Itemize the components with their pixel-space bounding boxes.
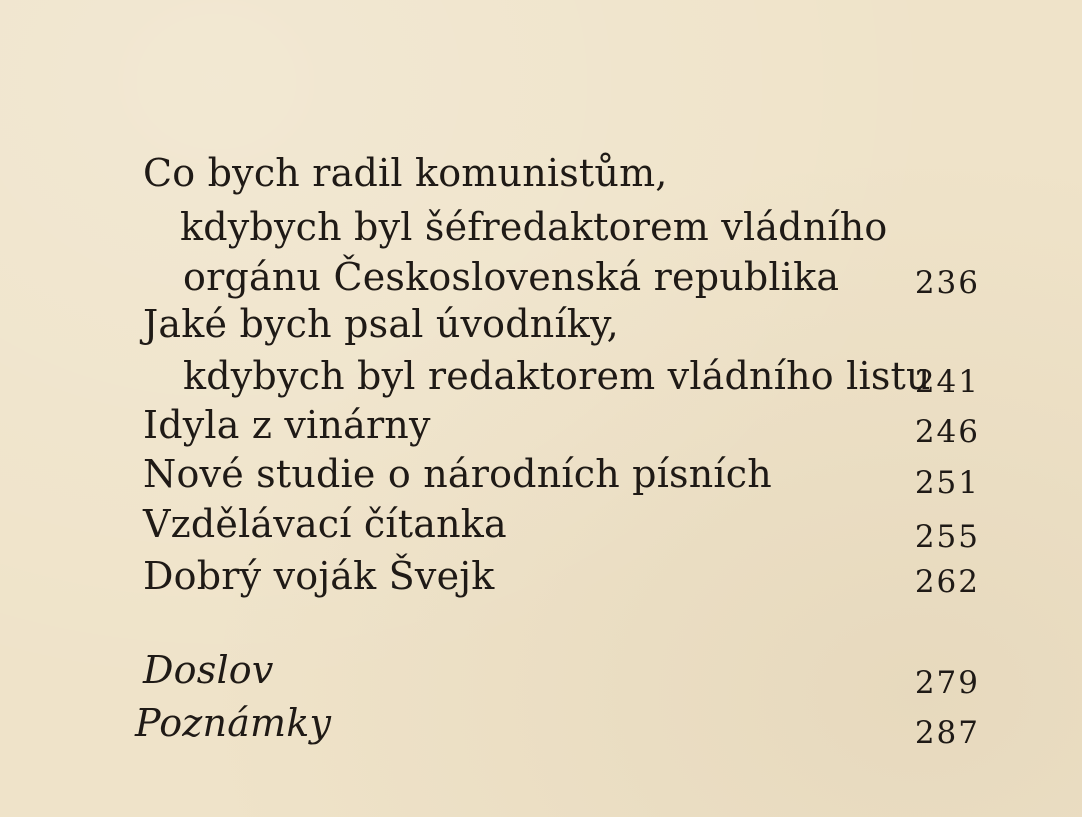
toc-entry-title-line: Co bych radil komunistům, [143,151,668,195]
toc-entry-title-line: Vzdělávací čítanka [143,502,507,546]
toc-page-number: 251 [914,465,980,501]
toc-entry-title-line: Dobrý voják Švejk [143,554,495,598]
toc-entry-title-line: Idyla z vinárny [143,403,431,447]
toc-page-number: 236 [914,265,980,301]
toc-backmatter-title: Doslov [143,648,274,692]
toc-entry-title-line: kdybych byl redaktorem vládního listu [183,354,931,398]
toc-page-number: 262 [914,564,980,600]
toc-page-number: 255 [914,519,980,555]
toc-backmatter-title: Poznámky [135,701,332,745]
toc-page-number: 241 [914,364,980,400]
toc-page-number: 246 [914,414,980,450]
toc-entry-title-line: kdybych byl šéfredaktorem vládního [180,205,888,249]
toc-entry-title-line: orgánu Československá republika [183,255,840,299]
toc-entry-title-line: Jaké bych psal úvodníky, [143,302,619,346]
toc-entry-title-line: Nové studie o národních písních [143,452,772,496]
toc-page-number: 279 [914,665,980,701]
toc-page-number: 287 [914,715,980,751]
